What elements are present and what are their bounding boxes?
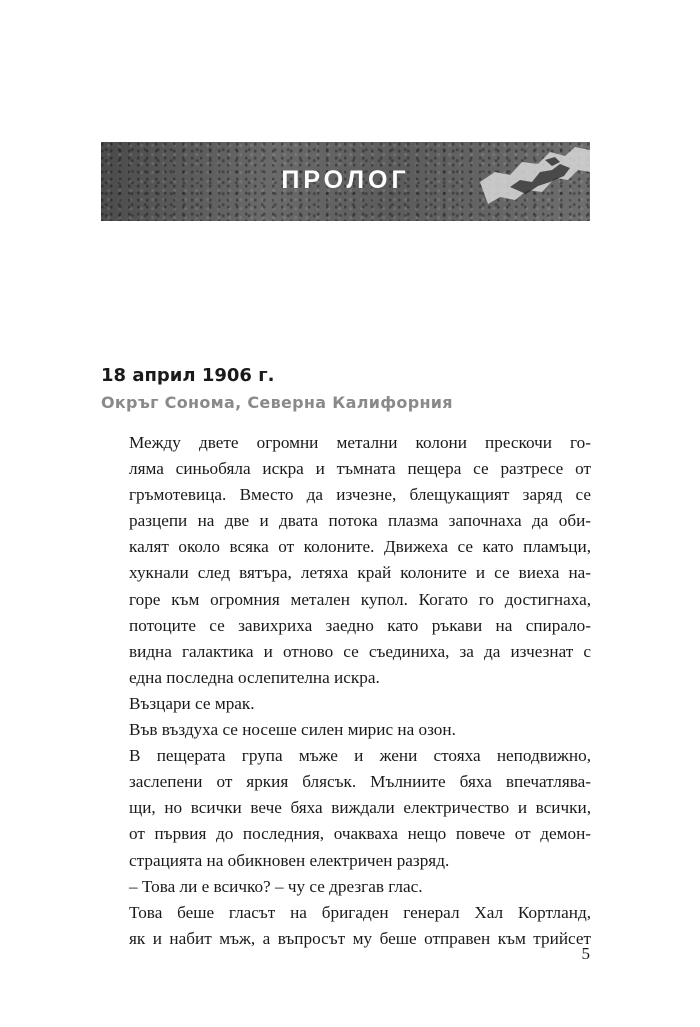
heading-date: 18 април 1906 г. [101, 365, 275, 386]
text-line: една последна ослепителна искра. [129, 667, 380, 687]
body-text [101, 430, 591, 952]
text-line: хукнали след вятъра, летяха край колоните и се виеха на- [129, 563, 591, 583]
text-line: видна галактика и отново се съединиха, за да изчезнат с [129, 641, 591, 661]
text-line: Между двете огромни метални колони прескочи го- [129, 433, 591, 452]
paragraph [101, 874, 591, 900]
text-line: разцепи на две и двата потока плазма започнаха да оби- [129, 511, 591, 531]
paragraph [101, 717, 591, 743]
text-line: Това беше гласът на бригаден генерал Хал Кортланд, [129, 902, 591, 922]
text-line: горе към огромния метален купол. Когато го достигнаха, [129, 589, 591, 609]
chapter-banner [101, 142, 590, 221]
section-heading [101, 364, 453, 414]
text-line: ляма синьобяла искра и тъмната пещера се разтресе от [129, 459, 591, 479]
text-line: страцията на обикновен електричен разряд. [129, 850, 450, 870]
page-number: 5 [581, 944, 590, 963]
text-line: от първия до последния, очакваха нещо повече от демон- [129, 824, 591, 844]
paragraph [101, 430, 591, 691]
text-line: гръмотевица. Вместо да изчезне, блещукащият заряд се [129, 485, 591, 505]
text-line: Във въздуха се носеше силен мирис на озон. [129, 720, 456, 740]
paragraph [101, 691, 591, 717]
text-line: Възцари се мрак. [129, 693, 255, 713]
paragraph [101, 743, 591, 873]
paragraph [101, 900, 591, 952]
heading-place: Окръг Сонома, Северна Калифорния [101, 393, 453, 412]
text-line: щи, но всички вече бяха виждали електричество и всички, [129, 798, 591, 818]
text-line: заслепени от яркия блясък. Мълниите бяха впечатлява- [129, 772, 591, 792]
chapter-title: ПРОЛОГ [281, 166, 410, 194]
text-line: калят около всяка от колоните. Движеха се като пламъци, [129, 537, 591, 557]
text-line: В пещерата група мъже и жени стояха неподвижно, [129, 746, 591, 766]
text-line: – Това ли е всичко? – чу се дрезгав глас. [129, 876, 423, 896]
text-line: потоците се завихриха заедно като ръкави на спирало- [129, 615, 591, 635]
text-line: як и набит мъж, а въпросът му беше отправен към трийсет [129, 928, 591, 948]
